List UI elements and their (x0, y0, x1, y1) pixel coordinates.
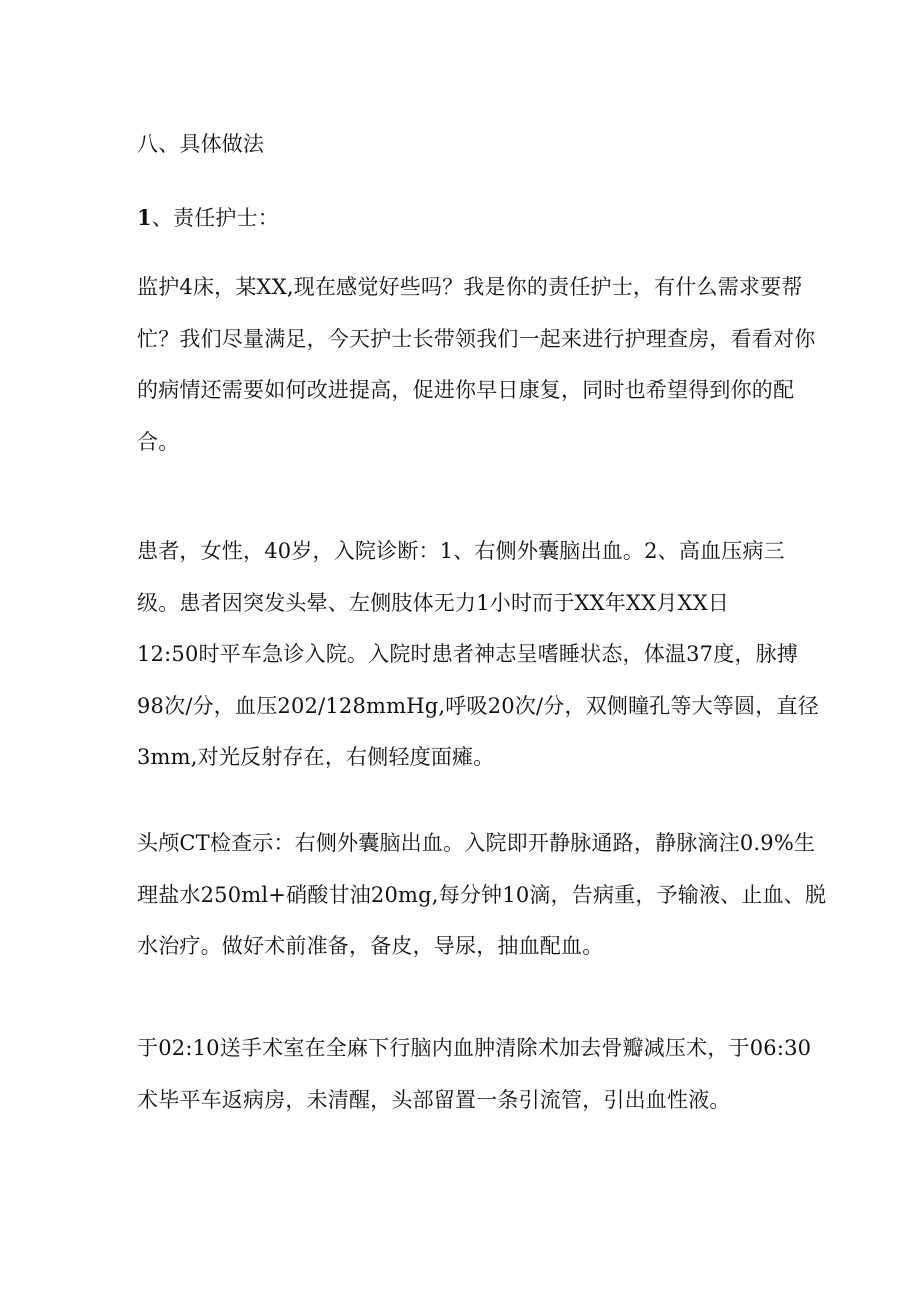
subheading-number: 1 (137, 205, 152, 230)
paragraph-line: 忙？我们尽量满足，今天护士长带领我们一起来进行护理查房，看看对你 (137, 326, 816, 351)
paragraph-line: 合。 (137, 429, 180, 454)
paragraph-line: 术毕平车返病房，未清醒，头部留置一条引流管，引出血性液。 (137, 1087, 731, 1112)
paragraph-greeting (137, 262, 816, 468)
paragraph-ct-treatment (137, 818, 827, 973)
section-heading (137, 119, 787, 171)
paragraph-line: 水治疗。做好术前准备，备皮，导尿，抽血配血。 (137, 934, 604, 958)
paragraph-line: 于02:10送手术室在全麻下行脑内血肿清除术加去骨瓣减压术，于06:30 (137, 1036, 812, 1060)
paragraph-line: 12:50时平车急诊入院。入院时患者神志呈嗜睡状态，体温37度，脉搏 (137, 642, 799, 666)
paragraph-line: 理盐水250ml+硝酸甘油20mg,每分钟10滴，告病重，予输液、止血、脱 (137, 882, 827, 907)
paragraph-surgery (137, 1023, 812, 1126)
paragraph-line: 98次/分，血压202/128mmHg,呼吸20次/分，双侧瞳孔等大等圆，直径 (137, 693, 819, 718)
paragraph-line: 监护4床，某XX,现在感觉好些吗？我是你的责任护士，有什么需求要帮 (137, 275, 803, 299)
subheading-text: 、责任护士： (151, 206, 280, 230)
paragraph-line: 头颅CT检查示：右侧外囊脑出血。入院即开静脉通路，静脉滴注0.9%生 (137, 831, 816, 855)
paragraph-line: 3mm,对光反射存在，右侧轻度面瘫。 (137, 745, 495, 769)
paragraph-line: 患者，女性，40岁，入院诊断：1、右侧外囊脑出血。2、高血压病三 (137, 539, 785, 563)
paragraph-patient-info (137, 526, 819, 784)
subheading-line (137, 192, 787, 245)
paragraph-line: 的病情还需要如何改进提高，促进你早日康复，同时也希望得到你的配 (137, 378, 795, 402)
section-heading-text: 八、具体做法 (137, 132, 265, 156)
subheading-nurse (137, 192, 787, 245)
paragraph-line: 级。患者因突发头晕、左侧肢体无力1小时而于XX年XX月XX日 (137, 590, 730, 615)
